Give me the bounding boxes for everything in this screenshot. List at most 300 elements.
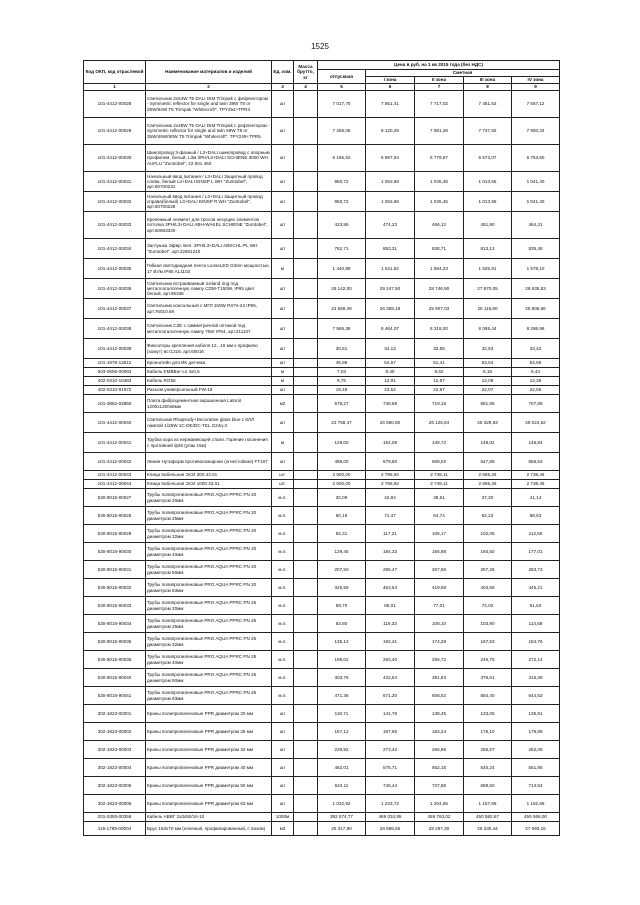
price-zone4: 41,14 — [512, 489, 560, 507]
price-zone2: 12,57 — [415, 377, 464, 386]
item-mass — [294, 239, 318, 259]
price-zone4: 114,59 — [512, 615, 560, 633]
table-row — [84, 339, 560, 359]
price-zone1: 1 063,66 — [366, 192, 415, 212]
price-zone1: 29 247,50 — [366, 279, 415, 299]
item-unit: шт — [272, 192, 294, 212]
price-zone3: 8,19 — [464, 368, 512, 377]
item-code: 101-4412-00034 — [84, 239, 146, 259]
header-estimate: Сметная — [366, 70, 560, 77]
item-unit: шт — [272, 759, 294, 777]
price-zone3: 148,02 — [464, 433, 512, 453]
item-name: Кронштейн для ИК датчика — [146, 359, 272, 368]
column-number: 5 — [318, 84, 366, 91]
item-name: Начальный ввод питания / L3+DALI Защитный провод слева, белый L3+DALI EINSP L WH "Zumtobel", арт.60700231 — [146, 172, 272, 192]
price-zone3: 133,05 — [464, 705, 512, 723]
table-row — [84, 597, 560, 615]
item-mass — [294, 339, 318, 359]
item-code: 302-1823-00003 — [84, 741, 146, 759]
item-code: 101-4412-00041 — [84, 433, 146, 453]
price-zone4: 28 635,53 — [512, 279, 560, 299]
price-zone2: 2 749,11 — [415, 480, 464, 489]
price-zone3: 6 573,07 — [464, 145, 512, 172]
price-zone4: 177,01 — [512, 543, 560, 561]
item-name: Трубы полипропиленовые PRO AQUA PPRC PN 20 диаметром 32мм — [146, 525, 272, 543]
price-zone3: 22,07 — [464, 386, 512, 395]
price-zone2: 138,45 — [415, 705, 464, 723]
item-mass — [294, 723, 318, 741]
price-table — [83, 60, 560, 836]
item-code: 530-8015-90029 — [84, 525, 146, 543]
item-unit: м.п. — [272, 561, 294, 579]
column-number: 8 — [464, 84, 512, 91]
table-row — [84, 507, 560, 525]
item-name: Кабель АВВГ 2х3х50/16-10 — [146, 813, 272, 822]
item-unit: шт — [272, 145, 294, 172]
item-mass — [294, 172, 318, 192]
item-unit: м2 — [272, 395, 294, 413]
item-code: 302-1823-00005 — [84, 777, 146, 795]
price-zone3: 160,50 — [464, 543, 512, 561]
price-zone2: 28 297,30 — [415, 822, 464, 836]
column-number: 6 — [366, 84, 415, 91]
item-code: 101-4412-00038 — [84, 319, 146, 339]
item-code: 402-0310-10483 — [84, 377, 146, 386]
item-mass — [294, 543, 318, 561]
item-mass — [294, 741, 318, 759]
price-release: 135,12 — [318, 633, 366, 651]
price-zone3: 1 535,91 — [464, 259, 512, 279]
price-zone4: 445,21 — [512, 579, 560, 597]
price-zone1: 853,31 — [366, 239, 415, 259]
price-zone4: 1 041,40 — [512, 172, 560, 192]
item-mass — [294, 91, 318, 118]
price-zone4: 184,76 — [512, 633, 560, 651]
table-row — [84, 579, 560, 597]
item-name: Трубы полипропиленовые PRO AQUA PPRC PN 25 диаметром 32мм — [146, 633, 272, 651]
item-mass — [294, 319, 318, 339]
price-zone1: 671,20 — [366, 687, 415, 705]
price-release: 7 017,75 — [318, 91, 366, 118]
price-zone2: 174,29 — [415, 633, 464, 651]
price-zone1: 184,33 — [366, 543, 415, 561]
header-name: Наименование материалов и изделий — [146, 61, 272, 84]
header-zone3: III зона — [464, 77, 512, 84]
price-zone4: 464,31 — [512, 212, 560, 239]
price-zone1: 26 580,80 — [366, 413, 415, 433]
price-zone2: 569,02 — [415, 453, 464, 471]
price-zone1: 1 233,72 — [366, 795, 415, 813]
table-row — [84, 172, 560, 192]
item-unit: м.п. — [272, 525, 294, 543]
item-unit: м — [272, 259, 294, 279]
table-row — [84, 239, 560, 259]
item-name: Краны полипропиленовые PPR диаметром 63 мм — [146, 795, 272, 813]
header-unit: Ед. изм. — [272, 61, 294, 84]
item-code: 530-8015-90030 — [84, 543, 146, 561]
item-name: Светильник встраиваемый Iceland ring под металлогалогенную лампу СDM-T150W, IP65 цвет белый, арт.85336 — [146, 279, 272, 299]
price-release: 482,01 — [318, 759, 366, 777]
table-row — [84, 259, 560, 279]
item-name: Трубы полипропиленовые PRO AQUA PPRC PN 25 диаметром 50мм — [146, 669, 272, 687]
price-zone2: 183,24 — [415, 723, 464, 741]
price-zone4: 7 950,34 — [512, 118, 560, 145]
price-zone1: 575,71 — [366, 759, 415, 777]
item-name: Заглушка Эфир. Бел. 3PH/L3+DALI ABSCHL-PL WH "Zumtobel", арт.22601240 — [146, 239, 272, 259]
table-row — [84, 633, 560, 651]
page-number: 1525 — [311, 42, 329, 51]
price-zone1: 1 611,82 — [366, 259, 415, 279]
price-zone1: 26 358,18 — [366, 299, 415, 319]
item-mass — [294, 377, 318, 386]
table-row — [84, 299, 560, 319]
item-mass — [294, 145, 318, 172]
item-name: Светильник 2х49W T5 DALI DIM Trimpak с рефлектором - Symmetric reflector for single and twin 58W T8 or 35W/49W/80W T5 Trimpak "Whitecroft". TPY249+TPR5 — [146, 118, 272, 145]
item-unit: м — [272, 368, 294, 377]
item-mass — [294, 525, 318, 543]
item-code: 302-1823-00004 — [84, 759, 146, 777]
price-zone2: 33,55 — [415, 339, 464, 359]
item-unit: шт — [272, 386, 294, 395]
item-mass — [294, 669, 318, 687]
item-code: 101-4412-00029 — [84, 118, 146, 145]
price-zone3: 1 157,69 — [464, 795, 512, 813]
item-name: Трубы полипропиленовые PRO AQUA PPRC PN 25 диаметром 25мм — [146, 615, 272, 633]
price-zone3: 176,10 — [464, 723, 512, 741]
item-unit: шт — [272, 212, 294, 239]
table-row — [84, 651, 560, 669]
table-row — [84, 413, 560, 433]
item-code: 302-1823-00001 — [84, 705, 146, 723]
price-release: 9,75 — [318, 377, 366, 386]
item-unit: м.п. — [272, 687, 294, 705]
price-zone3: 2 665,26 — [464, 471, 512, 480]
column-number: 7 — [415, 84, 464, 91]
price-zone2: 108,10 — [415, 615, 464, 633]
price-zone1: 2 796,92 — [366, 480, 415, 489]
item-mass — [294, 822, 318, 836]
price-release: 157,12 — [318, 723, 366, 741]
table-body — [84, 91, 560, 836]
item-unit: м3 — [272, 822, 294, 836]
item-mass — [294, 687, 318, 705]
price-zone2: 419,98 — [415, 579, 464, 597]
item-unit: шт — [272, 795, 294, 813]
price-release: 118,71 — [318, 705, 366, 723]
table-row — [84, 480, 560, 489]
item-unit: м.п. — [272, 489, 294, 507]
item-unit: шт. — [272, 471, 294, 480]
table-row — [84, 359, 560, 368]
item-mass — [294, 633, 318, 651]
price-zone1: 8,40 — [366, 368, 415, 377]
price-release: 23 758,47 — [318, 413, 366, 433]
price-zone1: 12,91 — [366, 377, 415, 386]
price-zone2: 608,02 — [415, 687, 464, 705]
price-zone2: 838,71 — [415, 239, 464, 259]
item-mass — [294, 433, 318, 453]
price-release: 19,49 — [318, 386, 366, 395]
price-zone4: 1 182,59 — [512, 795, 560, 813]
item-mass — [294, 615, 318, 633]
table-row — [84, 525, 560, 543]
item-unit: шт — [272, 453, 294, 471]
item-name: Краны полипропиленовые PPR диаметром 32 мм — [146, 741, 272, 759]
item-unit: м.п. — [272, 615, 294, 633]
item-unit: шт — [272, 172, 294, 192]
item-code: 503-0555-00093 — [84, 368, 146, 377]
price-zone4: 33,42 — [512, 339, 560, 359]
item-unit: шт — [272, 239, 294, 259]
item-mass — [294, 471, 318, 480]
table-row — [84, 192, 560, 212]
price-zone3: 53,54 — [464, 359, 512, 368]
price-release: 25 317,80 — [318, 822, 366, 836]
item-mass — [294, 777, 318, 795]
item-code: 101-4412-00031 — [84, 172, 146, 192]
price-zone4: 1 578,10 — [512, 259, 560, 279]
price-release: 30,51 — [318, 339, 366, 359]
item-name: Светильник 2х54W T5 DALI DIM Trimpak с фефлектором - Symmetric reflector for single and twin 39W T8 or 28W/54W T5 Trimpak "Whitecroft". TPY254+TPR4 — [146, 91, 272, 118]
price-zone1: 119,33 — [366, 615, 415, 633]
column-number: 1 — [84, 84, 146, 91]
price-zone1: 71,47 — [366, 507, 415, 525]
price-zone4: 415,36 — [512, 669, 560, 687]
price-zone4: 2 738,46 — [512, 471, 560, 480]
price-zone1: 469 034,95 — [366, 813, 415, 822]
table-row — [84, 395, 560, 413]
item-name: Краны полипропиленовые PPR диаметром 25 мм — [146, 723, 272, 741]
header-price-group: Цена в руб. на 1 кв 2015 года (без НДС) — [318, 61, 560, 70]
item-code: 530-8015-90028 — [84, 507, 146, 525]
item-mass — [294, 561, 318, 579]
table-row — [84, 777, 560, 795]
item-name: Фиксаторы крепления кабеля 12...16 мм к профилю (хомут) вст1216, арт.60016 — [146, 339, 272, 359]
price-release: 624,11 — [318, 777, 366, 795]
price-release: 23 559,49 — [318, 299, 366, 319]
item-unit: м.п. — [272, 507, 294, 525]
item-mass — [294, 597, 318, 615]
price-zone1: 192,41 — [366, 633, 415, 651]
item-unit: шт — [272, 359, 294, 368]
price-release: 199,02 — [318, 651, 366, 669]
price-zone2: 727,88 — [415, 777, 464, 795]
column-number: 9 — [512, 84, 560, 91]
table-row — [84, 212, 560, 239]
item-name: Начальный ввод питания / L3+DALI Защитный провод справа(белый) L3+DALI EINSP R WH "Zumtobel", арт.60700228 — [146, 192, 272, 212]
price-zone1: 1 063,66 — [366, 172, 415, 192]
item-unit: шт — [272, 319, 294, 339]
price-zone1: 283,40 — [366, 651, 415, 669]
price-zone3: 74,02 — [464, 597, 512, 615]
price-zone2: 459 763,02 — [415, 813, 464, 822]
item-name: Трубка кора из нержавеющей стали. Горение посинения с противней ф36 (упак 15м) — [146, 433, 272, 453]
price-zone1: 273,42 — [366, 741, 415, 759]
item-name: Брус 150х70 мм (клееный, профилированный, с пазом) — [146, 822, 272, 836]
table-row — [84, 741, 560, 759]
item-mass — [294, 480, 318, 489]
price-release: 207,50 — [318, 561, 366, 579]
item-mass — [294, 579, 318, 597]
price-zone1: 23,52 — [366, 386, 415, 395]
price-zone4: 7 667,12 — [512, 91, 560, 118]
price-zone4: 1 041,40 — [512, 192, 560, 212]
table-row — [84, 543, 560, 561]
item-code: 302-1823-00002 — [84, 723, 146, 741]
price-release: 471,36 — [318, 687, 366, 705]
price-zone1: 6 897,94 — [366, 145, 415, 172]
item-code: 101-4412-00044 — [84, 480, 146, 489]
price-zone3: 547,85 — [464, 453, 512, 471]
item-mass — [294, 259, 318, 279]
price-zone4: 283,73 — [512, 561, 560, 579]
item-code: 530-8015-90040 — [84, 669, 146, 687]
price-zone3: 102,05 — [464, 525, 512, 543]
price-zone1: 54,67 — [366, 359, 415, 368]
price-zone3: 27 870,05 — [464, 279, 512, 299]
item-mass — [294, 279, 318, 299]
price-zone4: 27 060,15 — [512, 822, 560, 836]
item-name: Трубы полипропиленовые PRO AQUA PPRC PN 25 диаметром 63мм — [146, 687, 272, 705]
price-release: 7 565,36 — [318, 319, 366, 339]
item-unit: м.п. — [272, 669, 294, 687]
price-release: 950,72 — [318, 172, 366, 192]
item-code: 530-8015-90035 — [84, 633, 146, 651]
price-zone4: 8,44 — [512, 368, 560, 377]
item-unit: 1000м — [272, 813, 294, 822]
item-mass — [294, 489, 318, 507]
table-row — [84, 118, 560, 145]
table-row — [84, 433, 560, 453]
item-name: Кабель KMBBнг-Ls 4х0,5 — [146, 368, 272, 377]
item-name: Трубы полипропиленовые PRO AQUA PPRC PN 20 диаметром 50мм — [146, 561, 272, 579]
price-zone2: 149,72 — [415, 433, 464, 453]
item-name: Трубы полипропиленовые PRO AQUA PPRC PN 20 диаметром 25мм — [146, 507, 272, 525]
item-code: 101-4412-00033 — [84, 212, 146, 239]
price-release: 82,31 — [318, 525, 366, 543]
item-code: 115-1789-00004 — [84, 822, 146, 836]
price-zone1: 29 685,55 — [366, 822, 415, 836]
price-zone2: 466,12 — [415, 212, 464, 239]
price-release: 7 258,05 — [318, 118, 366, 145]
item-name: Трубы полипропиленовые PRO AQUA PPRC PN 25 диаметром 40мм — [146, 651, 272, 669]
item-code: 530-8015-90027 — [84, 489, 146, 507]
price-zone4: 12,36 — [512, 377, 560, 386]
price-zone1: 295,47 — [366, 561, 415, 579]
price-zone2: 267,66 — [415, 561, 464, 579]
item-unit: шт — [272, 705, 294, 723]
item-mass — [294, 386, 318, 395]
price-zone2: 266,96 — [415, 741, 464, 759]
item-name: Трубы полипропиленовые PRO AQUA PPRC PN 20 диаметром 40мм — [146, 543, 272, 561]
price-zone1: 34,13 — [366, 339, 415, 359]
price-zone3: 167,53 — [464, 633, 512, 651]
price-zone2: 6 779,87 — [415, 145, 464, 172]
item-code: 101-4412-00037 — [84, 299, 146, 319]
price-zone4: 556,52 — [512, 453, 560, 471]
price-zone3: 584,40 — [464, 687, 512, 705]
item-name: Клица Кабельная ЭСИ 1000.43.01 — [146, 480, 272, 489]
price-release: 26 142,00 — [318, 279, 366, 299]
price-zone4: 179,89 — [512, 723, 560, 741]
price-zone4: 551,85 — [512, 759, 560, 777]
price-zone2: 22,97 — [415, 386, 464, 395]
column-number: 2 — [146, 84, 272, 91]
table-row — [84, 145, 560, 172]
item-unit: шт — [272, 723, 294, 741]
price-zone4: 714,54 — [512, 777, 560, 795]
price-zone1: 579,50 — [366, 453, 415, 471]
item-name: Трубы полипропиленовые PRO AQUA PPRC PN 20 диаметром 20мм — [146, 489, 272, 507]
item-code: 101-4412-00039 — [84, 339, 146, 359]
price-release: 2 500,00 — [318, 480, 366, 489]
item-unit: шт — [272, 741, 294, 759]
price-zone4: 22,56 — [512, 386, 560, 395]
table-row — [84, 759, 560, 777]
item-unit: м.п. — [272, 579, 294, 597]
item-mass — [294, 368, 318, 377]
price-release: 2 500,00 — [318, 471, 366, 480]
price-zone3: 691,96 — [464, 395, 512, 413]
table-row — [84, 561, 560, 579]
price-release: 6 165,52 — [318, 145, 366, 172]
item-unit: м — [272, 433, 294, 453]
price-zone2: 25 907,03 — [415, 299, 464, 319]
item-unit: шт. — [272, 480, 294, 489]
item-name: Краны полипропиленовые PPR диаметром 40 мм — [146, 759, 272, 777]
price-zone2: 77,01 — [415, 597, 464, 615]
item-name: Клица Кабельная ЭСИ 300.43.01 — [146, 471, 272, 480]
price-release: 392 674,77 — [318, 813, 366, 822]
table-row — [84, 489, 560, 507]
item-mass — [294, 759, 318, 777]
item-code: 101-4412-00043 — [84, 471, 146, 480]
price-zone2: 28 746,90 — [415, 279, 464, 299]
price-zone3: 2 665,26 — [464, 480, 512, 489]
price-zone3: 376,61 — [464, 669, 512, 687]
price-zone3: 7 737,82 — [464, 118, 512, 145]
item-mass — [294, 359, 318, 368]
item-code: 101-1978-13612 — [84, 359, 146, 368]
price-release: 752,71 — [318, 239, 366, 259]
price-zone3: 246,75 — [464, 651, 512, 669]
price-release: 303,76 — [318, 669, 366, 687]
item-unit: м.п. — [272, 597, 294, 615]
price-zone3: 403,66 — [464, 579, 512, 597]
price-zone2: 2 749,11 — [415, 471, 464, 480]
header-code: Код ОКП, код отраслевой — [84, 61, 146, 84]
item-code: 101-4412-00032 — [84, 192, 146, 212]
table-row — [84, 471, 560, 480]
price-zone4: 68,63 — [512, 507, 560, 525]
price-zone3: 450 582,67 — [464, 813, 512, 822]
price-zone2: 391,83 — [415, 669, 464, 687]
item-unit: м.п. — [272, 651, 294, 669]
item-mass — [294, 212, 318, 239]
item-code: 101-4412-00030 — [84, 145, 146, 172]
header-zone2: II зона — [415, 77, 464, 84]
item-code: 201-0393-00356 — [84, 813, 146, 822]
price-zone4: 707,89 — [512, 395, 560, 413]
price-zone2: 106,17 — [415, 525, 464, 543]
price-zone2: 1 045,45 — [415, 172, 464, 192]
price-release: 950,72 — [318, 192, 366, 212]
price-zone3: 540,24 — [464, 759, 512, 777]
price-zone2: 1 584,23 — [415, 259, 464, 279]
item-code: 530-8015-90032 — [84, 579, 146, 597]
price-zone2: 166,98 — [415, 543, 464, 561]
price-zone4: 272,14 — [512, 651, 560, 669]
